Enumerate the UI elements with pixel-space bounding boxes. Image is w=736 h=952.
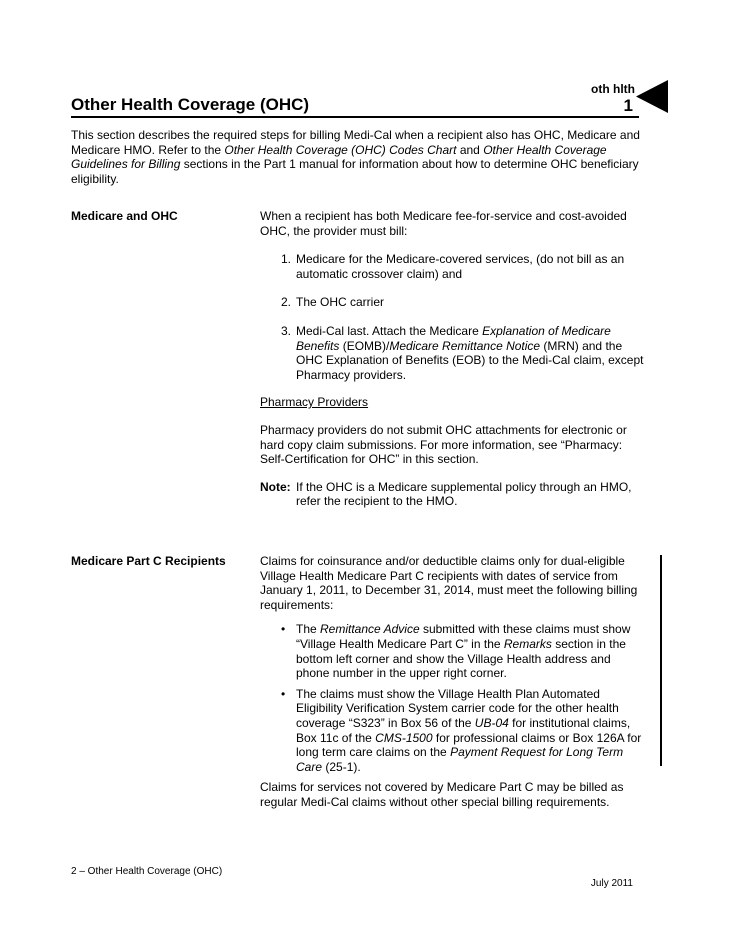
note-block	[260, 480, 645, 509]
intro-paragraph: This section describes the required steps for billing Medi-Cal when a recipient also has OHC, Medicare and Medicare HMO. Refer to the Other Health Coverage (OHC) Codes Chart and Other Health Coverage Guidelines for Billing sections in the Part 1 manual for information about how to determine OHC beneficiary eligibility.	[71, 128, 640, 186]
billing-step: 2. The OHC carrier	[281, 295, 385, 310]
billing-step: 3. Medi-Cal last. Attach the Medicare Explanation of Medicare Benefits (EOMB)/Medicare Remittance Notice (MRN) and the OHC Explanation of Benefits (EOB) to the Medi-Cal claim, except Pharmacy providers.	[281, 323, 644, 382]
section-lead: Claims for coinsurance and/or deductible claims only for dual-eligible Village Health Medicare Part C recipients with dates of service from January 1, 2011, to December 31, 2014, must meet the following billing requirements:	[260, 554, 638, 612]
section-part-c-body	[260, 554, 645, 810]
pharmacy-paragraph: Pharmacy providers do not submit OHC attachments for electronic or hard copy claim submissions. For more information, see “Pharmacy: Self-Certification for OHC” in this section.	[260, 422, 627, 467]
closing-paragraph: Claims for services not covered by Medicare Part C may be billed as regular Medi-Cal claims without other special billing requirements.	[260, 780, 624, 809]
billing-step: 1. Medicare for the Medicare-covered services, (do not bill as an automatic crossover claim) and	[281, 252, 625, 281]
tab-marker-triangle-icon	[636, 80, 668, 113]
note-text: If the OHC is a Medicare supplemental policy through an HMO, refer the recipient to the HMO.	[296, 479, 632, 509]
footer-date: July 2011	[590, 878, 633, 889]
section-tab-code: oth hlth	[591, 82, 635, 96]
section-heading-medicare-part-c: Medicare Part C Recipients	[71, 554, 226, 568]
section-tab-number: 1	[623, 96, 633, 115]
title-divider	[71, 116, 639, 118]
requirements-list	[260, 622, 645, 774]
section-lead: When a recipient has both Medicare fee-for-service and cost-avoided OHC, the provider must bill:	[260, 209, 627, 238]
list-item: • The Remittance Advice submitted with these claims must show “Village Health Medicare Part C” in the Remarks section in the bottom left corner and show the Village Health address and phone number in the upper right corner.	[260, 622, 645, 680]
section-medicare-ohc-body	[260, 209, 645, 509]
note-label: Note:	[260, 479, 291, 494]
billing-steps	[260, 252, 645, 382]
page-title: Other Health Coverage (OHC)	[71, 95, 310, 114]
pharmacy-subheading: Pharmacy Providers	[260, 395, 369, 410]
revision-change-bar	[660, 555, 662, 766]
list-item: • The claims must show the Village Health Plan Automated Eligibility Verification System carrier code for the other health coverage “S323” in Box 56 of the UB-04 for institutional claims, Box 11c of the CMS-1500 for professional claims or Box 126A for long term care claims on the Payment Request for Long Term Care (25-1).	[260, 687, 645, 775]
section-heading-medicare-ohc: Medicare and OHC	[71, 209, 178, 223]
footer-page-label: 2 – Other Health Coverage (OHC)	[71, 866, 223, 877]
